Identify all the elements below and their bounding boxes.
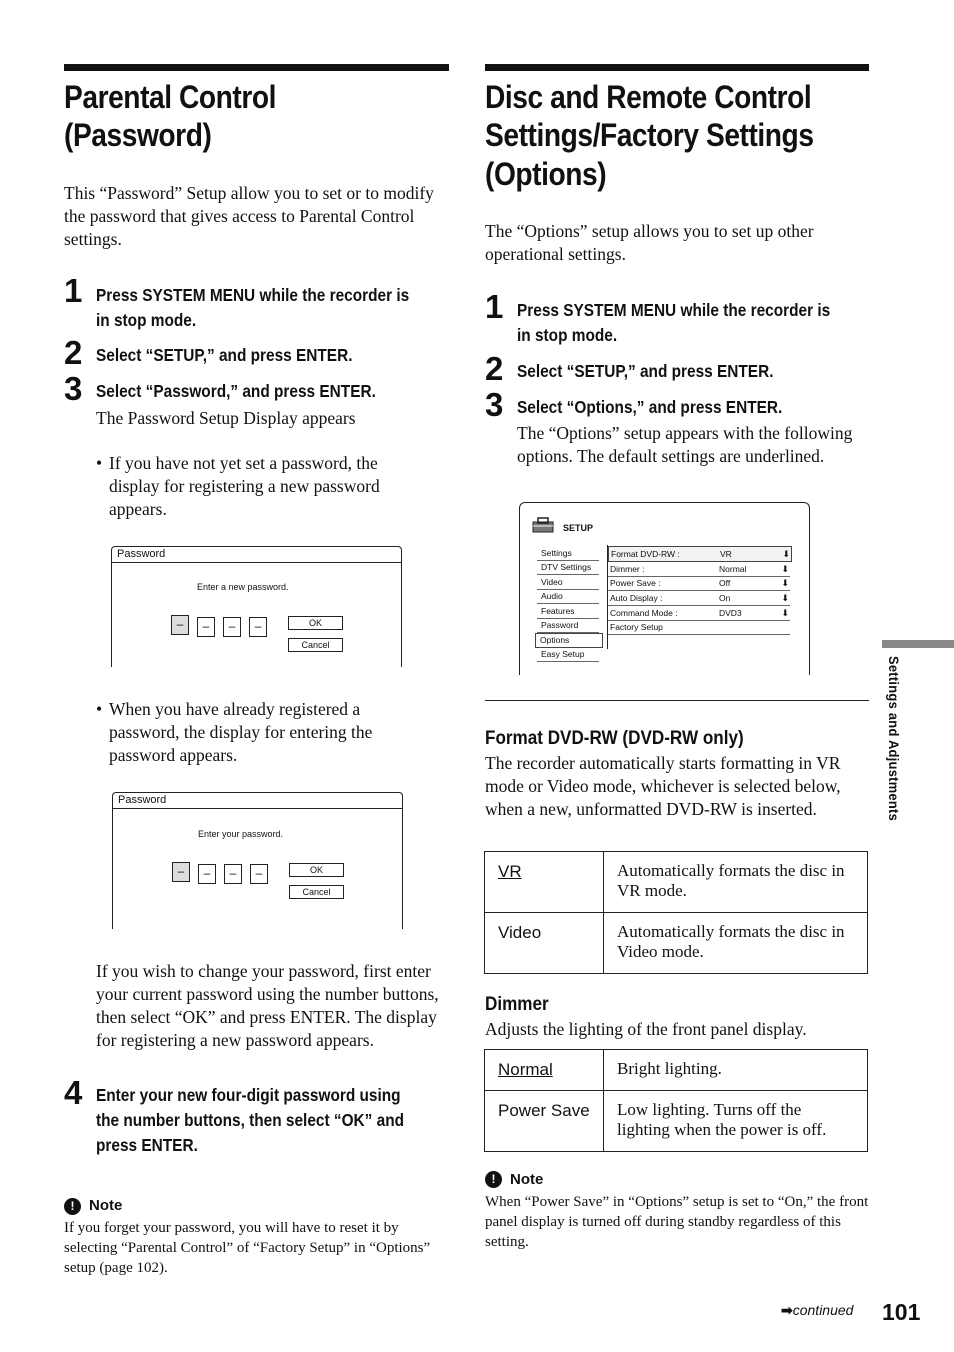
toolbox-icon — [532, 517, 554, 533]
setup-menu-item[interactable]: Video — [537, 576, 599, 590]
page-title-right-line3: (Options) — [485, 156, 607, 192]
password-digit[interactable]: – — [249, 617, 267, 637]
setup-menu-item[interactable]: Easy Setup — [537, 648, 599, 662]
option-key: Power Save — [485, 1091, 604, 1152]
option-row[interactable] — [608, 576, 790, 591]
option-label: Factory Setup — [610, 622, 663, 632]
dimmer-table — [484, 1049, 868, 1152]
screen-title: Password — [113, 793, 402, 809]
step-number: 4 — [64, 1074, 83, 1111]
option-row-selected[interactable] — [608, 546, 792, 562]
option-desc: Bright lighting. — [604, 1050, 868, 1091]
password-screen-enter — [112, 792, 403, 929]
note-icon: ! — [485, 1171, 502, 1188]
option-row[interactable] — [608, 606, 790, 621]
dimmer-heading: Dimmer — [485, 994, 549, 1015]
option-label: Command Mode : — [610, 608, 678, 618]
option-label: Power Save : — [610, 578, 661, 588]
step-text: Press SYSTEM MENU while the recorder is — [517, 300, 831, 320]
setup-menu-item[interactable]: Audio — [537, 590, 599, 604]
title-rule-left — [64, 64, 449, 71]
setup-menu-item[interactable]: DTV Settings — [537, 561, 599, 575]
section-tab-marker — [882, 640, 954, 648]
option-value: DVD3 — [719, 608, 742, 618]
option-key: VR — [485, 852, 604, 913]
step-text: Press SYSTEM MENU while the recorder is — [96, 285, 410, 305]
option-key: Normal — [485, 1050, 604, 1091]
arrow-down-icon: ⬇ — [781, 593, 789, 603]
step-number: 1 — [485, 288, 504, 325]
password-digit[interactable]: – — [172, 862, 190, 882]
intro-right: The “Options” setup allows you to set up other operational settings. — [485, 221, 814, 264]
format-table — [484, 851, 868, 974]
password-digit[interactable]: – — [223, 617, 241, 637]
note-text: If you forget your password, you will have to reset it by selecting “Parental Control” of “Factory Setup” in “Options” setup (page 102). — [64, 1220, 431, 1276]
page-number: 101 — [882, 1299, 921, 1325]
step-text: the number buttons, then select “OK” and — [96, 1110, 405, 1130]
step-text: Select “SETUP,” and press ENTER. — [96, 345, 353, 365]
screen-prompt: Enter your password. — [198, 829, 284, 839]
step-description: The “Options” setup appears with the following options. The default settings are underlined. — [517, 423, 853, 466]
option-label: Auto Display : — [610, 593, 663, 603]
setup-screen — [519, 502, 810, 675]
option-row[interactable] — [608, 562, 790, 577]
password-screen-new — [111, 546, 402, 667]
step-text: Select “Password,” and press ENTER. — [96, 381, 376, 401]
bullet-marker: • — [96, 699, 103, 719]
option-value: Normal — [719, 564, 747, 574]
password-digit[interactable]: – — [197, 617, 215, 637]
continued-indicator: ➡continued — [781, 1302, 854, 1318]
option-value: Off — [719, 578, 731, 588]
title-rule-right — [485, 64, 869, 71]
arrow-down-icon: ⬇ — [781, 608, 789, 618]
option-label: Dimmer : — [610, 564, 645, 574]
option-value: On — [719, 593, 731, 603]
setup-menu-item[interactable]: Features — [537, 605, 599, 619]
note-label: Note — [89, 1197, 123, 1214]
table-row — [485, 1050, 868, 1091]
ok-button[interactable]: OK — [288, 616, 343, 630]
page-title-right-line2: Settings/Factory Settings — [485, 117, 814, 153]
step-number: 2 — [485, 350, 504, 387]
setup-menu-item-selected[interactable]: Options — [535, 633, 603, 648]
step-text: in stop mode. — [96, 310, 197, 330]
password-digit[interactable]: – — [198, 864, 216, 884]
arrow-down-icon: ⬇ — [781, 564, 789, 574]
option-key: Video — [485, 913, 604, 974]
step-number: 1 — [64, 272, 83, 309]
arrow-down-icon: ⬇ — [782, 549, 790, 559]
step-number: 2 — [64, 334, 83, 371]
option-row[interactable] — [608, 591, 790, 606]
note-icon: ! — [64, 1198, 81, 1215]
password-digit[interactable]: – — [250, 864, 268, 884]
option-value: VR — [720, 549, 732, 559]
intro-left: This “Password” Setup allow you to set or to modify the password that gives access to Parental Control settings. — [64, 183, 434, 249]
note-text: When “Power Save” in “Options” setup is set to “On,” the front panel display is turned off during standby regardless of this setting. — [485, 1194, 869, 1250]
page-title-right-line1: Disc and Remote Control — [485, 79, 812, 115]
step-text: Enter your new four-digit password using — [96, 1085, 401, 1105]
bullet-text: When you have already registered a password, the display for entering the password appears. — [109, 699, 373, 765]
screen-prompt: Enter a new password. — [197, 582, 289, 592]
bullet-marker: • — [96, 453, 103, 473]
option-label: Format DVD-RW : — [611, 549, 680, 559]
page-title-left-line1: Parental Control — [64, 79, 277, 115]
step-number: 3 — [64, 370, 83, 407]
setup-menu-item[interactable]: Password — [537, 619, 599, 633]
step-number: 3 — [485, 386, 504, 423]
cancel-button[interactable]: Cancel — [289, 885, 344, 899]
section-divider — [485, 700, 869, 701]
format-heading: Format DVD-RW (DVD-RW only) — [485, 728, 744, 749]
bullet-text: If you have not yet set a password, the display for registering a new password appears. — [109, 453, 380, 519]
step-text: Select “Options,” and press ENTER. — [517, 397, 783, 417]
table-row — [485, 913, 868, 974]
step-text: Select “SETUP,” and press ENTER. — [517, 361, 774, 381]
change-password-text: If you wish to change your password, first enter your current password using the number buttons, then select “OK” and press ENTER. The display for registering a new password appears. — [96, 961, 439, 1050]
table-row — [485, 1091, 868, 1152]
step-text: press ENTER. — [96, 1135, 198, 1155]
screen-title: Password — [112, 547, 401, 563]
cancel-button[interactable]: Cancel — [288, 638, 343, 652]
option-desc: Low lighting. Turns off the lighting when the power is off. — [604, 1091, 868, 1152]
arrow-right-icon: ➡ — [781, 1302, 793, 1318]
option-desc: Automatically formats the disc in Video mode. — [604, 913, 868, 974]
setup-menu-item[interactable]: Settings — [537, 547, 599, 561]
table-row — [485, 852, 868, 913]
password-digit[interactable]: – — [224, 864, 242, 884]
step-text: in stop mode. — [517, 325, 618, 345]
format-text: The recorder automatically starts formatting in VR mode or Video mode, whichever is selected below, when a new, unformatted DVD-RW is inserted. — [485, 753, 841, 819]
note-label: Note — [510, 1171, 544, 1188]
ok-button[interactable]: OK — [289, 863, 344, 877]
step-description: The Password Setup Display appears — [96, 408, 356, 428]
dimmer-text: Adjusts the lighting of the front panel display. — [485, 1019, 807, 1039]
setup-title: SETUP — [563, 523, 594, 533]
password-digit[interactable]: – — [171, 615, 189, 635]
arrow-down-icon: ⬇ — [781, 578, 789, 588]
section-tab-label: Settings and Adjustments — [886, 656, 902, 822]
option-desc: Automatically formats the disc in VR mode. — [604, 852, 868, 913]
page-title-left-line2: (Password) — [64, 117, 212, 153]
option-row[interactable] — [608, 620, 790, 635]
